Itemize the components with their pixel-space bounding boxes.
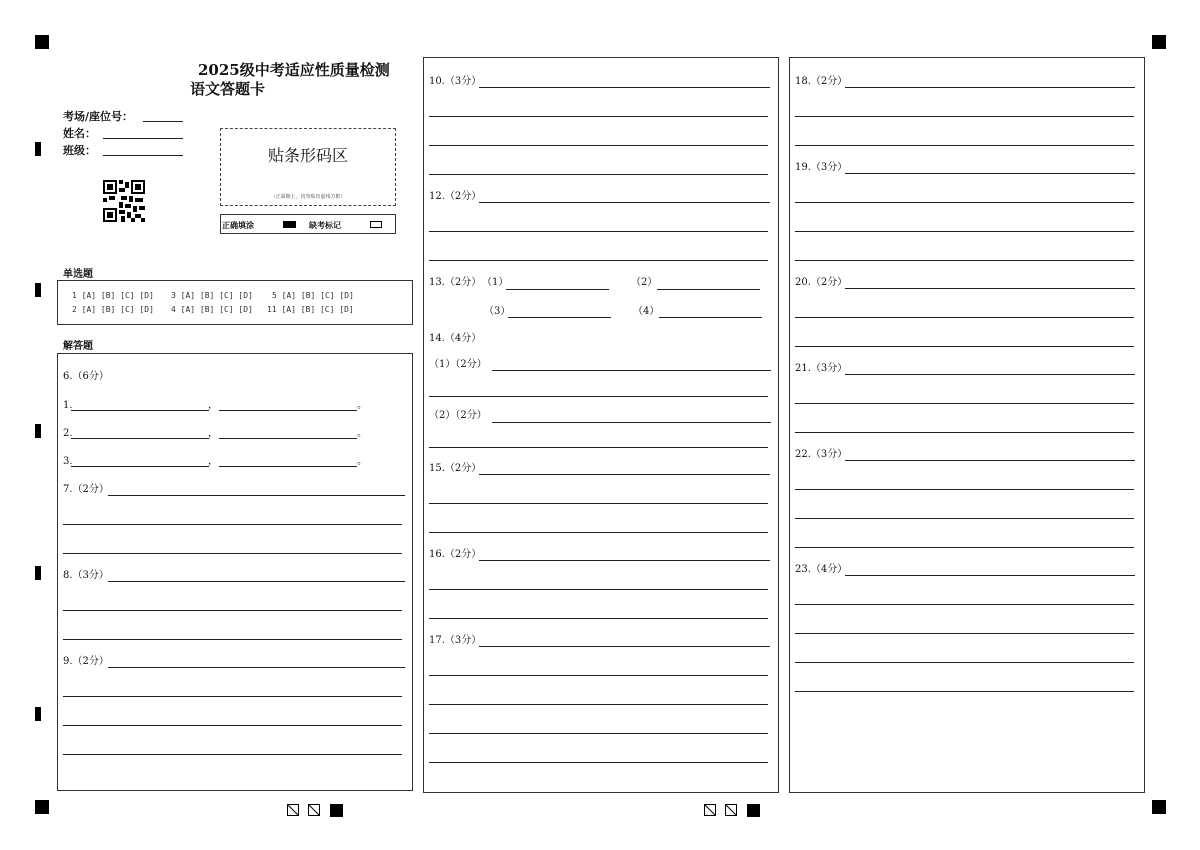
page-marker-slash-icon [704, 804, 716, 816]
q6-item-1-blank-a[interactable] [71, 410, 209, 411]
page-marker-filled-icon [747, 804, 760, 817]
fill-legend [220, 214, 396, 234]
question-22-label: 22.（3分） [795, 449, 848, 460]
answer-line[interactable] [795, 145, 1134, 146]
q6-item-2-label: 2. [63, 428, 73, 439]
side-mark [35, 424, 41, 438]
question-9-label: 9.（2分） [63, 656, 109, 667]
answer-line[interactable] [795, 489, 1134, 490]
q14-part-2-label: （2）（2分） [429, 410, 487, 421]
single-choice-box [57, 280, 413, 325]
answer-line[interactable] [795, 116, 1134, 117]
qr-code-icon [103, 180, 145, 222]
answer-line[interactable] [429, 618, 768, 619]
corner-mark-bottom-left [35, 800, 49, 814]
question-10-label: 10.（3分） [429, 76, 482, 87]
answer-line[interactable] [492, 422, 771, 423]
page-marker-slash-icon [308, 804, 320, 816]
page-marker-slash-icon [725, 804, 737, 816]
answer-line[interactable] [508, 317, 611, 318]
comma: ， [208, 428, 218, 439]
question-14-label: 14.（4分） [429, 333, 482, 344]
answer-line[interactable] [429, 260, 768, 261]
answer-line[interactable] [63, 553, 402, 554]
q6-item-3-label: 3. [63, 456, 73, 467]
filled-sample-icon [283, 221, 296, 228]
mc-item[interactable]: 2 [A] [B] [C] [D] [72, 305, 154, 314]
q13-part-2-label: （2） [631, 277, 658, 288]
question-18-label: 18.（2分） [795, 76, 848, 87]
answer-line[interactable] [108, 581, 405, 582]
section-answer-title: 解答题 [63, 341, 93, 352]
answer-line[interactable] [429, 762, 768, 763]
question-7-label: 7.（2分） [63, 484, 109, 495]
answer-line[interactable] [845, 460, 1135, 461]
side-mark [35, 707, 41, 721]
answer-line[interactable] [479, 646, 770, 647]
q6-item-3-blank-b[interactable] [219, 466, 357, 467]
answer-line[interactable] [795, 260, 1134, 261]
page-title: 2025级中考适应性质量检测 [198, 61, 390, 79]
answer-line[interactable] [795, 604, 1134, 605]
answer-box-middle [423, 57, 779, 793]
page-subtitle: 语文答题卡 [190, 80, 266, 98]
answer-line[interactable] [63, 754, 402, 755]
answer-line[interactable] [429, 447, 768, 448]
answer-line[interactable] [479, 560, 770, 561]
q13-part-3-label: （3） [484, 306, 511, 317]
answer-line[interactable] [63, 696, 402, 697]
answer-line[interactable] [845, 288, 1135, 289]
question-13-label: 13.（2分） [429, 277, 482, 288]
question-23-label: 23.（4分） [795, 564, 848, 575]
absent-mark-label: 缺考标记 [309, 220, 341, 230]
answer-line[interactable] [845, 87, 1135, 88]
q6-item-1-label: 1. [63, 400, 73, 411]
answer-line[interactable] [479, 87, 770, 88]
comma: ， [208, 400, 218, 411]
q6-item-2-blank-a[interactable] [71, 438, 209, 439]
answer-line[interactable] [479, 202, 770, 203]
answer-line[interactable] [429, 589, 768, 590]
question-19-label: 19.（3分） [795, 162, 848, 173]
answer-line[interactable] [429, 503, 768, 504]
side-mark [35, 566, 41, 580]
answer-line[interactable] [429, 396, 768, 397]
q6-item-1-blank-b[interactable] [219, 410, 357, 411]
class-field[interactable] [103, 155, 183, 156]
question-12-label: 12.（2分） [429, 191, 482, 202]
answer-line[interactable] [492, 370, 771, 371]
name-label: 姓名： [63, 127, 96, 140]
period: 。 [357, 428, 367, 439]
corner-mark-bottom-right [1152, 800, 1166, 814]
section-single-choice-title: 单选题 [63, 269, 93, 280]
answer-line[interactable] [506, 289, 609, 290]
question-20-label: 20.（2分） [795, 277, 848, 288]
q6-item-3-blank-a[interactable] [71, 466, 209, 467]
answer-line[interactable] [795, 403, 1134, 404]
answer-line[interactable] [795, 317, 1134, 318]
answer-line[interactable] [795, 518, 1134, 519]
answer-line[interactable] [429, 704, 768, 705]
answer-line[interactable] [795, 202, 1134, 203]
answer-line[interactable] [429, 231, 768, 232]
answer-line[interactable] [795, 662, 1134, 663]
question-17-label: 17.（3分） [429, 635, 482, 646]
period: 。 [357, 400, 367, 411]
absent-checkbox[interactable] [370, 221, 382, 228]
answer-line[interactable] [845, 575, 1135, 576]
answer-line[interactable] [63, 639, 402, 640]
answer-line[interactable] [795, 432, 1134, 433]
comma: ， [208, 456, 218, 467]
mc-item[interactable]: 4 [A] [B] [C] [D] [171, 305, 253, 314]
period: 。 [357, 456, 367, 467]
answer-line[interactable] [795, 231, 1134, 232]
seat-label: 考场/座位号： [63, 110, 134, 123]
answer-line[interactable] [429, 145, 768, 146]
answer-line[interactable] [63, 725, 402, 726]
barcode-note: （正面朝上，切勿贴出虚线方框） [270, 194, 346, 200]
side-mark [35, 142, 41, 156]
answer-line[interactable] [429, 532, 768, 533]
answer-line[interactable] [845, 374, 1135, 375]
seat-field[interactable] [143, 121, 183, 122]
class-label: 班级： [63, 144, 96, 157]
answer-line[interactable] [795, 691, 1134, 692]
answer-line[interactable] [429, 733, 768, 734]
q14-part-1-label: （1）（2分） [429, 359, 487, 370]
question-15-label: 15.（2分） [429, 463, 482, 474]
mc-item[interactable]: 11 [A] [B] [C] [D] [267, 305, 354, 314]
answer-line[interactable] [108, 667, 405, 668]
barcode-title: 贴条形码区 [267, 146, 348, 165]
side-mark [35, 283, 41, 297]
page-marker-slash-icon [287, 804, 299, 816]
q13-part-1-label: （1） [482, 277, 509, 288]
corner-mark-top-left [35, 35, 49, 49]
answer-line[interactable] [63, 524, 402, 525]
answer-line[interactable] [429, 116, 768, 117]
answer-line[interactable] [63, 610, 402, 611]
answer-line[interactable] [657, 289, 760, 290]
corner-mark-top-right [1152, 35, 1166, 49]
answer-line[interactable] [479, 474, 770, 475]
question-21-label: 21.（3分） [795, 363, 848, 374]
answer-line[interactable] [429, 675, 768, 676]
answer-line[interactable] [429, 174, 768, 175]
answer-line[interactable] [845, 173, 1135, 174]
mc-item[interactable]: 5 [A] [B] [C] [D] [272, 291, 354, 300]
barcode-area [220, 128, 396, 206]
correct-fill-label: 正确填涂 [222, 220, 254, 230]
q13-part-4-label: （4） [633, 306, 660, 317]
question-6-label: 6.（6分） [63, 371, 109, 382]
answer-line[interactable] [659, 317, 762, 318]
mc-item[interactable]: 3 [A] [B] [C] [D] [171, 291, 253, 300]
question-8-label: 8.（3分） [63, 570, 109, 581]
question-16-label: 16.（2分） [429, 549, 482, 560]
mc-item[interactable]: 1 [A] [B] [C] [D] [72, 291, 154, 300]
answer-line[interactable] [795, 633, 1134, 634]
page-marker-filled-icon [330, 804, 343, 817]
answer-line[interactable] [108, 495, 405, 496]
name-field[interactable] [103, 138, 183, 139]
answer-line[interactable] [795, 547, 1134, 548]
answer-line[interactable] [795, 346, 1134, 347]
q6-item-2-blank-b[interactable] [219, 438, 357, 439]
